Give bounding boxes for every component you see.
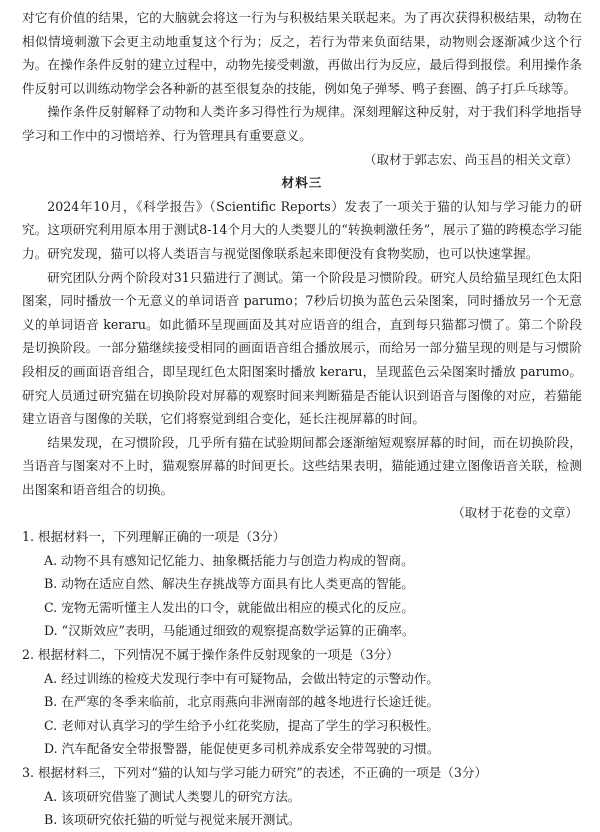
source-citation: （取材于郭志宏、尚玉昌的相关文章） [363,151,578,167]
question-stem: 1. 根据材料一，下列理解正确的一项是（3分） [22,529,286,545]
section-title: 材料三 [281,175,323,191]
question-option: B. 动物在适应自然、解决生存挑战等方面具有比人类更高的智能。 [44,576,414,592]
question-option: D. 汽车配备安全带报警器，能促使更多司机养成系安全带驾驶的习惯。 [44,741,440,757]
question-option: D. “汉斯效应”表明，马能通过细致的观察提高数学运算的正确率。 [44,623,415,639]
question-stem: 3. 根据材料三，下列对“猫的认知与学习能力研究”的表述，不正确的一项是（3分） [22,765,488,780]
question-option: C. 宠物无需听懂主人发出的口令，就能做出相应的模式化的反应。 [44,599,414,615]
material3-paragraph: 2024年10月，《科学报告》（Scientific Reports）发表了一项关于猫的认知与学习能力的研究。这项研究利用原本用于测试8-14个月大的人类婴儿的“转换刺激任务”，展示了猫的跨模态学习能力。研究发现，猫可以将人类语言与视觉图像联系起来即便没有食物奖励，也可以快速掌握。 [22,198,582,261]
question-option: A. 经过训练的检疫犬发现行李中有可疑物品，会做出特定的示警动作。 [44,670,439,686]
source-citation: （取材于花卷的文章） [452,505,578,521]
material3-paragraph: 结果发现，在习惯阶段，几乎所有猫在试验期间都会逐渐缩短观察屏幕的时间，而在切换阶段，当语音与图案对不上时，猫观察屏幕的时间更长。这些结果表明，猫能通过建立图像语音关联，检测出图案和语音组合的切换。 [22,434,582,497]
question-2 [22,643,582,761]
question-option: A. 该项研究借鉴了测试人类婴儿的研究方法。 [44,788,301,804]
passage-paragraph: 操作条件反射解释了动物和人类许多习得性行为规律。深刻理解这种反射，对于我们科学地指导学习和工作中的习惯培养、行为管理具有重要意义。 [22,104,582,143]
question-1 [22,525,582,643]
question-3 [22,761,582,832]
passage-paragraph: 对它有价值的结果，它的大脑就会将这一行为与积极结果关联起来。为了再次获得积极结果，动物在相似情境刺激下会更主动地重复这个行为；反之，若行为带来负面结果，动物则会逐渐减少这个行为。在操作条件反射的建立过程中，动物先接受刺激，再做出行为反应，最后得到报偿。利用操作条件反射可以训练动物学会各种新的甚至很复杂的技能，例如兔子弹琴、鸭子套圈、鸽子打乒乓球等。 [22,10,582,96]
question-option: C. 老师对认真学习的学生给予小红花奖励，提高了学生的学习积极性。 [44,717,440,733]
question-option: B. 该项研究依托猫的听觉与视觉来展开测试。 [44,812,301,828]
question-option: A. 动物不具有感知记忆能力、抽象概括能力与创造力构成的智商。 [44,552,414,568]
question-stem: 2. 根据材料二，下列情况不属于操作条件反射现象的一项是（3分） [22,647,399,663]
question-option: B. 在严寒的冬季来临前，北京雨燕向非洲南部的越冬地进行长途迁徙。 [44,694,440,710]
material3-paragraph: 研究团队分两个阶段对31只猫进行了测试。第一个阶段是习惯阶段。研究人员给猫呈现红色太阳图案，同时播放一个无意义的单词语音 parumo；7秒后切换为蓝色云朵图案，同时播放另一个无意义的单词语音 keraru。如此循环呈现画面及其对应语音的组合，直到每只猫都习惯了。第二个阶段是切换阶段。一部分猫继续接受相同的画面语音组合播放展示，而给另一部分猫呈现的则是与习惯阶段相反的画面语音组合，即呈现红色太阳图案时播放 keraru，呈现蓝色云朵图案时播放 parumo。研究人员通过研究猫在切换阶段对屏幕的观察时间来判断猫是否能认识到语音与图像的对应，若猫能建立语音与图像的关联，它们将察觉到组合变化，延长注视屏幕的时间。 [22,269,582,427]
